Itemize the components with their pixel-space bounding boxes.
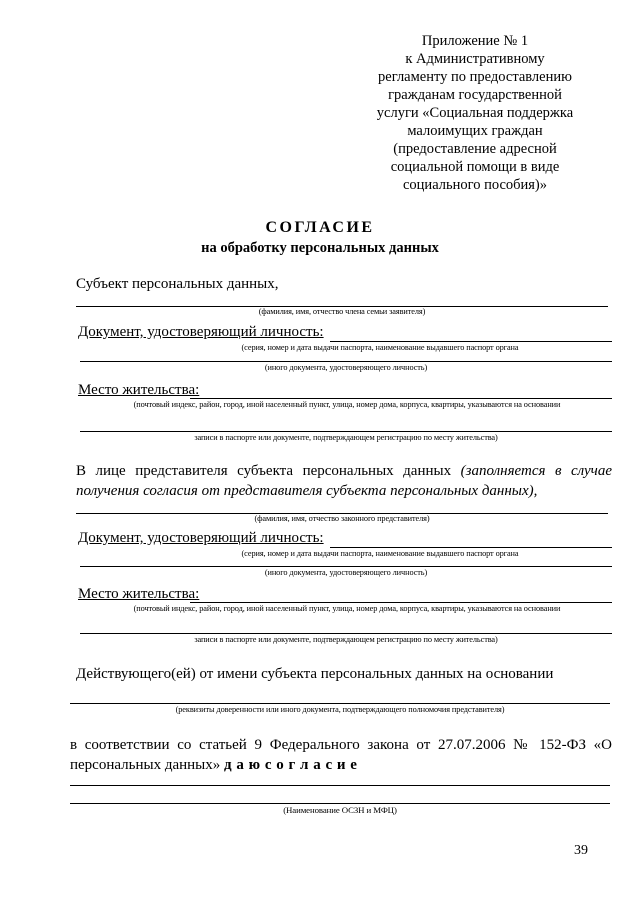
subject-label: Субъект персональных данных,	[76, 276, 279, 292]
annex-line: социального пособия)»	[402, 177, 548, 193]
annex-line: (предоставление адресной	[393, 141, 557, 157]
subject-other-doc-field[interactable]	[80, 361, 612, 362]
representative-other-doc-field[interactable]	[80, 566, 612, 567]
annex-line: социальной помощи в виде	[390, 159, 560, 175]
consent-text: в соответствии со статьей 9 Федерального закона от 27.07.2006 № 152-ФЗ «О персональных данных»	[70, 737, 612, 773]
representative-intro-note: (заполняется в случае получения согласия от представителя субъекта персональных данных),	[76, 463, 612, 499]
annex-line: малоимущих граждан	[407, 123, 543, 139]
representative-doc-caption: (серия, номер и дата выдачи паспорта, наименование выдавшего паспорт органа	[241, 549, 519, 558]
subject-name-caption: (фамилия, имя, отчество члена семьи заявителя)	[258, 307, 426, 316]
consent-spaced: д а ю с о г л а с и е	[224, 757, 358, 773]
consent-org-caption: (Наименование ОСЗН и МФЦ)	[283, 805, 397, 815]
annex-line: Приложение № 1	[421, 33, 529, 49]
subject-doc-label: Документ, удостоверяющий личность:	[78, 324, 324, 340]
annex-line: гражданам государственной	[388, 87, 562, 103]
subject-doc-caption: (серия, номер и дата выдачи паспорта, наименование выдавшего паспорт органа	[241, 343, 519, 352]
subject-residence-caption: (почтовый индекс, район, город, иной населенный пункт, улица, номер дома, корпуса, квартиры, указываются на основании	[133, 400, 561, 409]
document-subtitle: на обработку персональных данных	[201, 240, 439, 256]
representative-doc-field[interactable]	[330, 547, 612, 548]
consent-org-field-2[interactable]	[70, 803, 610, 804]
consent-org-field[interactable]	[70, 785, 610, 786]
annex-line: услуги «Социальная поддержка	[376, 105, 574, 121]
representative-residence-field[interactable]	[190, 602, 612, 603]
representative-intro-text: В лице представителя субъекта персональных данных	[76, 463, 461, 479]
subject-record-caption: записи в паспорте или документе, подтверждающем регистрацию по месту жительства)	[194, 433, 498, 442]
representative-other-doc-caption: (иного документа, удостоверяющего личность)	[264, 568, 428, 577]
subject-residence-field-2[interactable]	[80, 431, 612, 432]
representative-name-caption: (фамилия, имя, отчество законного представителя)	[254, 514, 430, 523]
representative-acting-caption: (реквизиты доверенности или иного документа, подтверждающего полномочия представителя)	[175, 705, 505, 714]
representative-residence-label: Место жительства:	[78, 586, 200, 602]
annex-line: регламенту по предоставлению	[378, 69, 572, 85]
representative-residence-field-2[interactable]	[80, 633, 612, 634]
consent-statement	[70, 735, 612, 775]
subject-doc-field[interactable]	[330, 341, 612, 342]
representative-intro	[76, 461, 612, 501]
subject-other-doc-caption: (иного документа, удостоверяющего личность)	[264, 363, 428, 372]
annex-header	[340, 32, 610, 194]
subject-residence-label: Место жительства:	[78, 382, 200, 398]
page-number: 39	[574, 843, 588, 858]
document-title: СОГЛАСИЕ	[265, 219, 375, 236]
representative-acting-label: Действующего(ей) от имени субъекта персональных данных на основании	[76, 666, 554, 682]
subject-residence-field[interactable]	[190, 398, 612, 399]
representative-residence-caption: (почтовый индекс, район, город, иной населенный пункт, улица, номер дома, корпуса, квартиры, указываются на основании	[133, 604, 561, 613]
annex-line: к Административному	[405, 51, 545, 67]
representative-record-caption: записи в паспорте или документе, подтверждающем регистрацию по месту жительства)	[194, 635, 498, 644]
representative-doc-label: Документ, удостоверяющий личность:	[78, 530, 324, 546]
representative-acting-field[interactable]	[70, 703, 610, 704]
